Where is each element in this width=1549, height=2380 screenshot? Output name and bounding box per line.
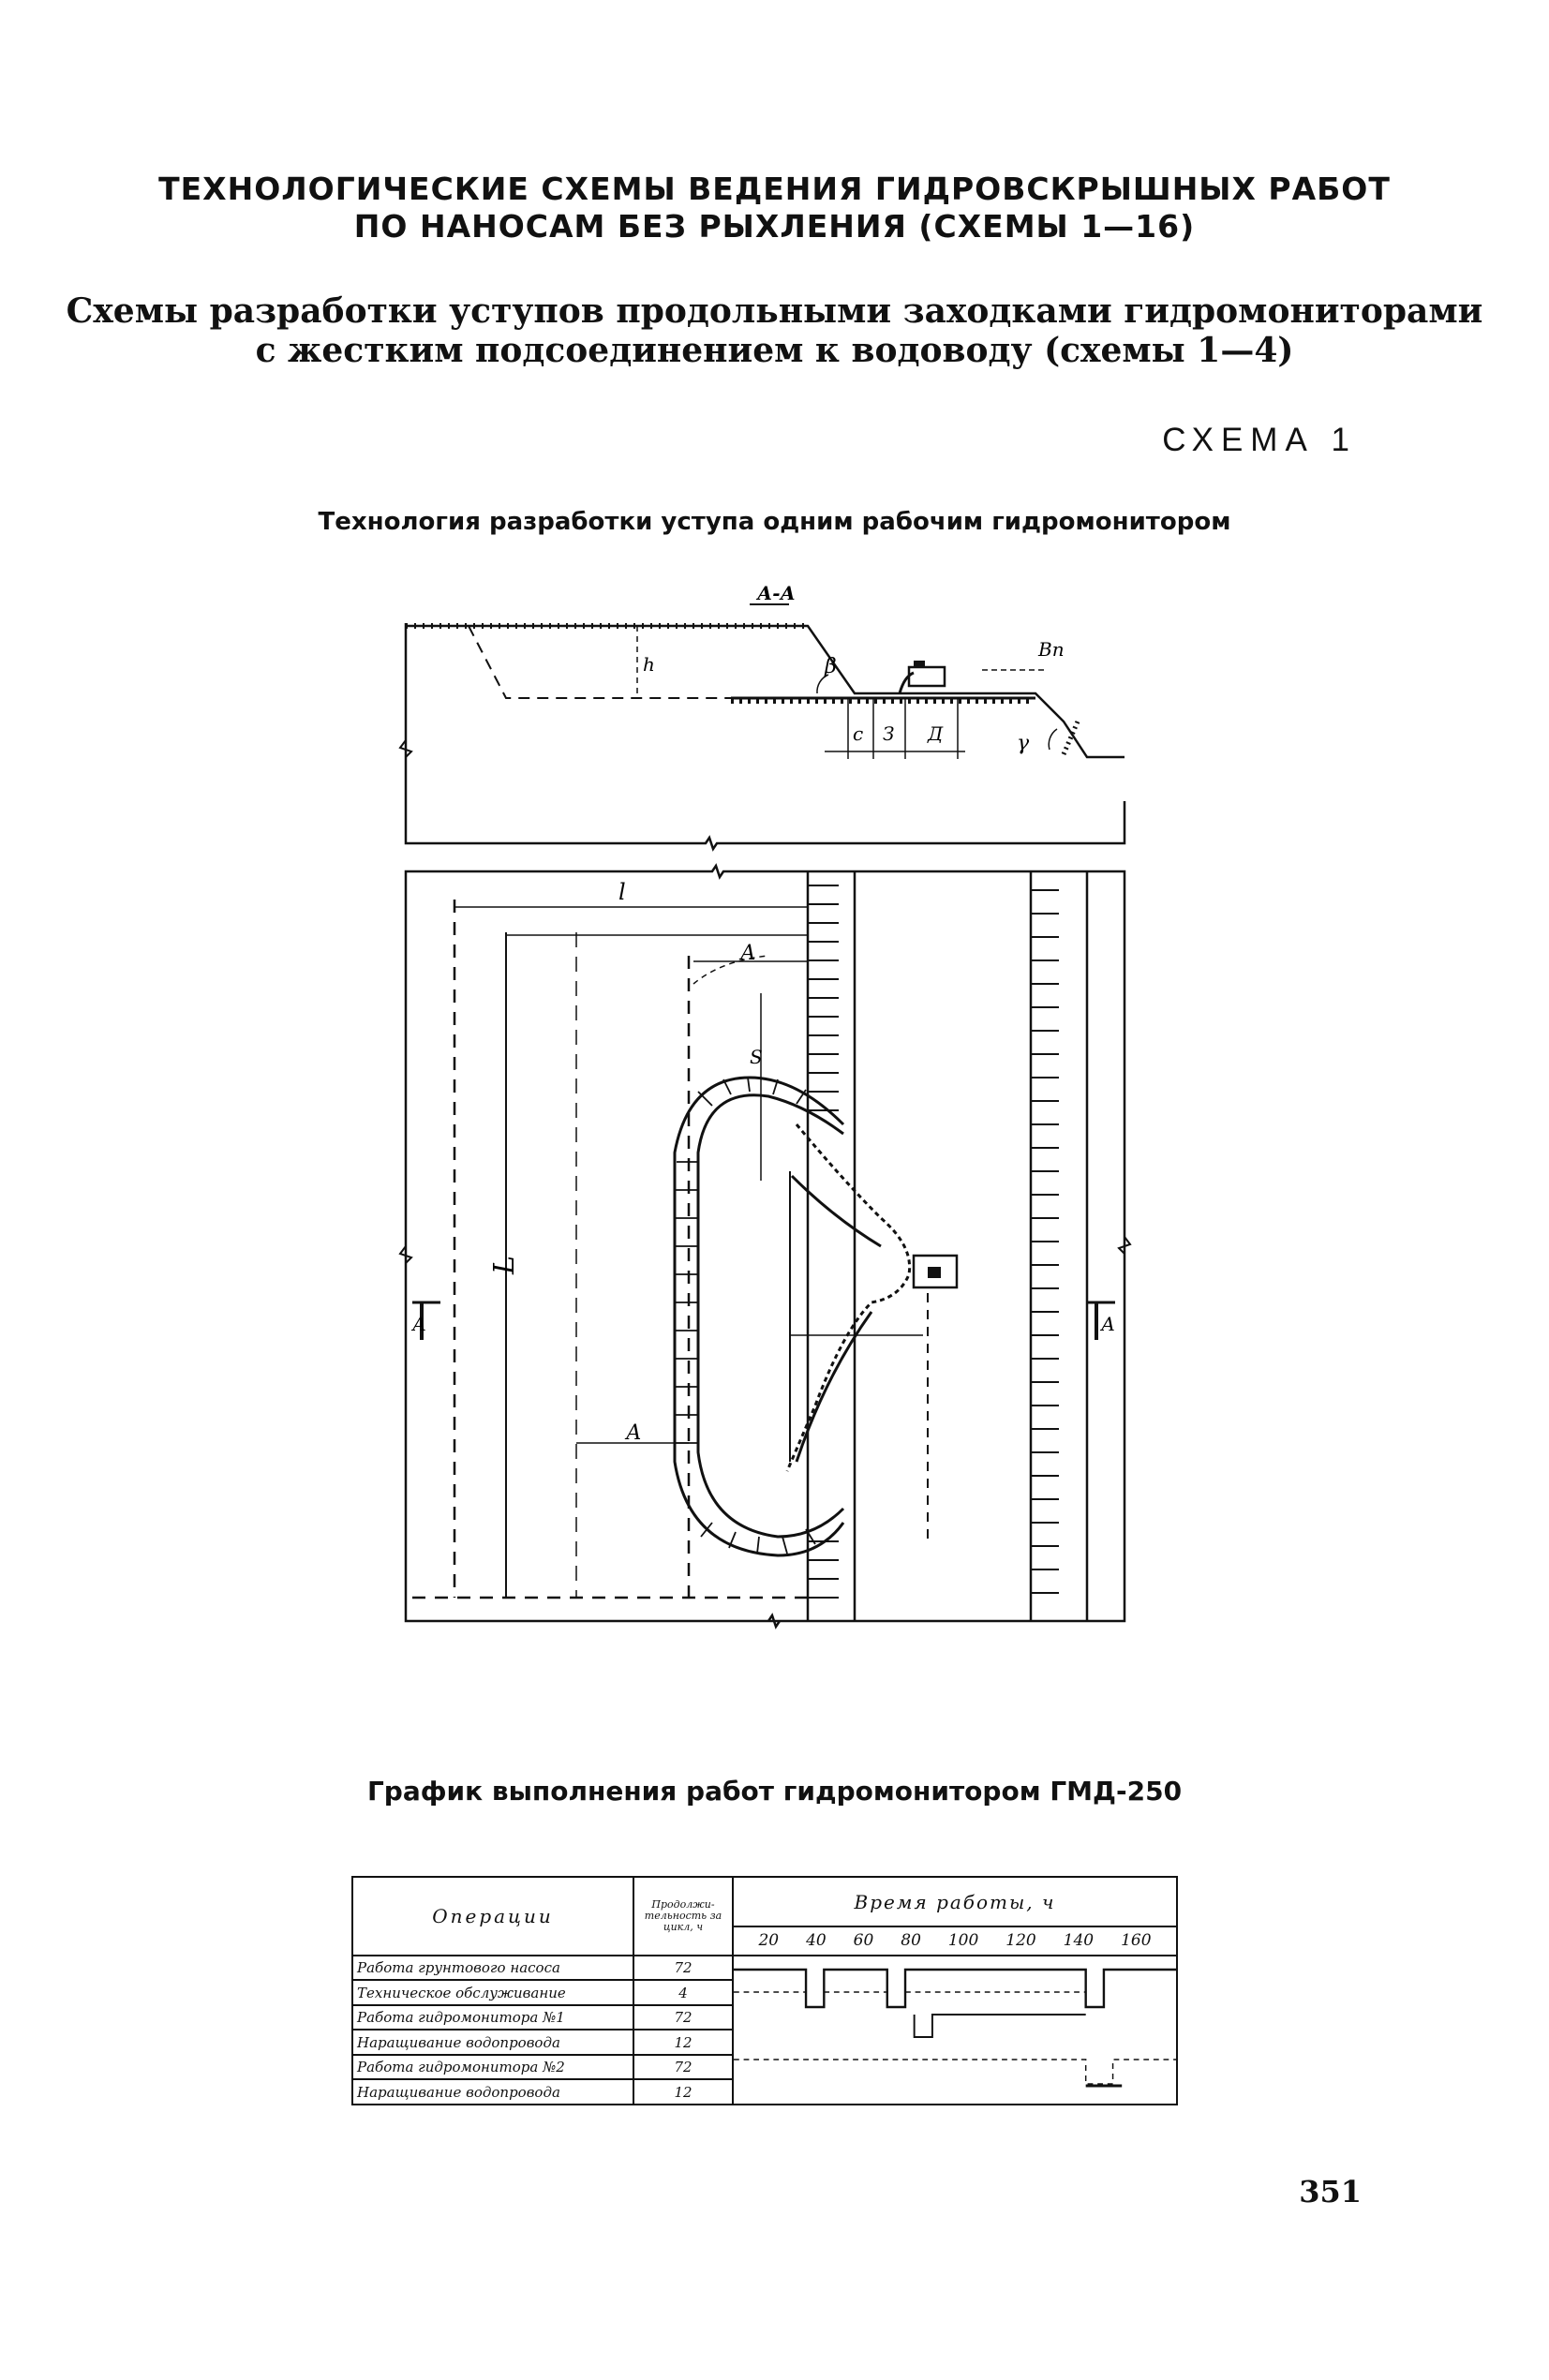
op-hours: 4 — [633, 1980, 733, 2005]
cut-mark-left: А — [412, 1313, 427, 1335]
tick: 140 — [1063, 1931, 1095, 1951]
label-a-top: А — [740, 942, 756, 965]
label-c: с — [853, 722, 864, 745]
work-schedule-table — [351, 1876, 1178, 2105]
header-operations: Операции — [352, 1877, 633, 1956]
subheading-line-1: Схемы разработки уступов продольными заходками гидромониторами — [66, 291, 1483, 331]
label-h: h — [643, 653, 655, 676]
tick: 20 — [758, 1931, 780, 1951]
tick: 100 — [947, 1931, 979, 1951]
header-duration: Продолжи- тельность за цикл, ч — [633, 1877, 733, 1956]
label-s: S — [750, 1046, 763, 1068]
label-d: Д — [928, 722, 944, 745]
tick: 60 — [853, 1931, 874, 1951]
op-hours: 12 — [633, 2030, 733, 2055]
op-name: Техническое обслуживание — [352, 1980, 633, 2005]
cross-section-drawing — [0, 0, 1549, 871]
tick: 80 — [901, 1931, 921, 1951]
op-name: Работа грунтового насоса — [352, 1956, 633, 1981]
label-z: З — [883, 722, 895, 745]
figure-caption: Технология разработки уступа одним рабочим гидромонитором — [318, 508, 1231, 536]
tick: 160 — [1121, 1931, 1152, 1951]
label-beta: β — [825, 655, 837, 678]
op-name: Работа гидромонитора №2 — [352, 2055, 633, 2080]
op-name: Наращивание водопровода — [352, 2030, 633, 2055]
chart-caption: График выполнения работ гидромонитором ГМД-250 — [366, 1776, 1183, 1807]
op-hours: 72 — [633, 2005, 733, 2030]
plan-view-drawing — [0, 862, 1549, 1630]
label-big-l: L — [488, 1256, 521, 1274]
header-time: Время работы, ч — [733, 1877, 1177, 1926]
op-name: Наращивание водопровода — [352, 2079, 633, 2105]
heading-line-2: ПО НАНОСАМ БЕЗ РЫХЛЕНИЯ (СХЕМЫ 1—16) — [353, 208, 1196, 245]
op-hours: 72 — [633, 2055, 733, 2080]
label-gamma: γ — [1017, 732, 1030, 755]
heading-line-1: ТЕХНОЛОГИЧЕСКИЕ СХЕМЫ ВЕДЕНИЯ ГИДРОВСКРЫШНЫХ РАБОТ — [158, 171, 1391, 207]
subheading-line-2: с жестким подсоединением к водоводу (схемы 1—4) — [255, 331, 1294, 370]
section-title: А-А — [757, 582, 796, 604]
label-bp: Bп — [1038, 638, 1065, 661]
op-hours: 72 — [633, 1956, 733, 1981]
scheme-label: СХЕМА 1 — [1162, 422, 1357, 458]
op-name: Работа гидромонитора №1 — [352, 2005, 633, 2030]
time-ticks — [733, 1926, 1177, 1956]
label-l: l — [618, 879, 626, 905]
tick: 40 — [806, 1931, 827, 1951]
label-a-left: А — [626, 1421, 642, 1445]
page-number: 351 — [1299, 2174, 1362, 2209]
gantt-area — [733, 1956, 1177, 2105]
tick: 120 — [1005, 1931, 1036, 1951]
op-hours: 12 — [633, 2079, 733, 2105]
cut-mark-right: А — [1101, 1313, 1116, 1335]
